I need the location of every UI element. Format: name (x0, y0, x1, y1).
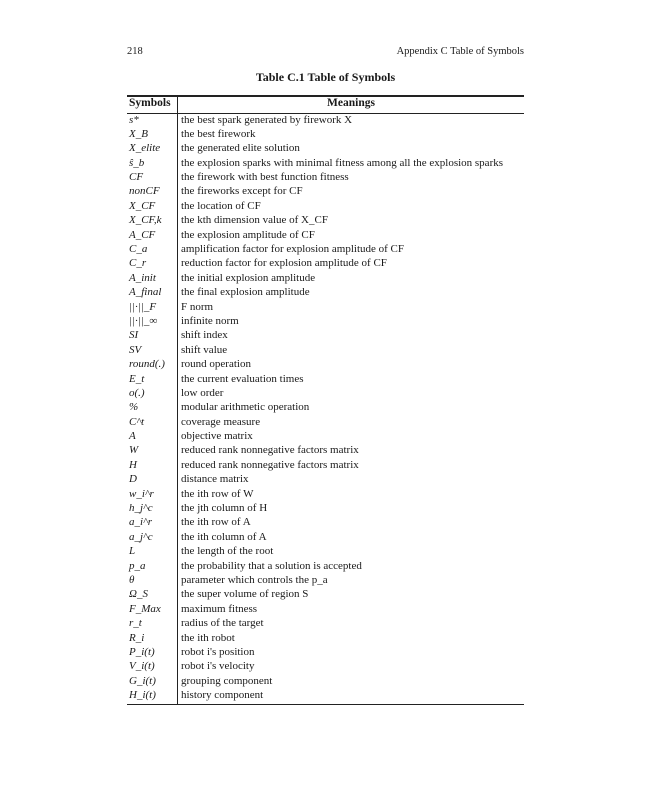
symbol-cell: round(.) (127, 358, 178, 372)
symbol-cell: C_r (127, 257, 178, 271)
symbol-cell: P_i(t) (127, 646, 178, 660)
table-row (127, 444, 524, 458)
symbol-cell: A (127, 430, 178, 444)
symbol-cell: % (127, 401, 178, 415)
symbol-cell: h_j^c (127, 502, 178, 516)
table-row (127, 617, 524, 631)
meaning-cell: modular arithmetic operation (181, 401, 310, 414)
symbol-cell: θ (127, 574, 178, 588)
table-row (127, 358, 524, 372)
meaning-cell: the kth dimension value of X_CF (181, 214, 328, 227)
column-header-meanings: Meanings (327, 97, 375, 109)
table-row (127, 142, 524, 156)
meaning-cell: the super volume of region S (181, 588, 309, 601)
symbol-cell: R_i (127, 632, 178, 646)
table-row (127, 315, 524, 329)
symbol-cell: V_i(t) (127, 660, 178, 674)
symbol-cell: ||·||_F (127, 301, 178, 315)
table-row (127, 214, 524, 228)
meaning-cell: history component (181, 689, 264, 702)
symbol-cell: SV (127, 344, 178, 358)
meaning-cell: the location of CF (181, 199, 261, 212)
meaning-cell: robot i's velocity (181, 660, 255, 673)
table-row (127, 200, 524, 214)
table-row (127, 286, 524, 300)
table-row (127, 329, 524, 343)
symbol-cell: E_t (127, 373, 178, 387)
meaning-cell: objective matrix (181, 430, 253, 443)
symbol-cell: X_CF,k (127, 214, 178, 228)
symbol-cell: X_elite (127, 142, 178, 156)
meaning-cell: the ith row of A (181, 516, 251, 529)
meaning-cell: the ith row of W (181, 487, 254, 500)
meaning-cell: shift value (181, 343, 228, 356)
table-row (127, 531, 524, 545)
meaning-cell: distance matrix (181, 473, 249, 486)
table-row (127, 574, 524, 588)
table-row (127, 157, 524, 171)
symbol-cell: X_CF (127, 200, 178, 214)
meaning-cell: reduction factor for explosion amplitude of CF (181, 257, 387, 270)
symbol-cell: A_init (127, 272, 178, 286)
table-header-row (127, 96, 524, 114)
symbols-table (127, 95, 524, 705)
page-number: 218 (127, 46, 143, 57)
table-body (127, 113, 524, 704)
table-row (127, 113, 524, 128)
table-title: Table C.1 Table of Symbols (255, 70, 396, 84)
symbol-cell: F_Max (127, 603, 178, 617)
meaning-cell: coverage measure (181, 415, 261, 428)
symbol-cell: C^t (127, 416, 178, 430)
table-row (127, 416, 524, 430)
table-row (127, 301, 524, 315)
symbol-cell: L (127, 545, 178, 559)
symbol-cell: C_a (127, 243, 178, 257)
symbol-cell: a_i^r (127, 516, 178, 530)
meaning-cell: the final explosion amplitude (181, 286, 310, 299)
symbol-cell: W (127, 444, 178, 458)
meaning-cell: amplification factor for explosion amplitude of CF (181, 243, 405, 256)
symbol-cell: o(.) (127, 387, 178, 401)
meaning-cell: parameter which controls the p_a (181, 574, 328, 586)
table-row (127, 401, 524, 415)
meaning-cell: the firework with best function fitness (181, 171, 349, 184)
table-row (127, 430, 524, 444)
table-row (127, 545, 524, 559)
meaning-cell: grouping component (181, 674, 273, 687)
meaning-cell: the length of the root (181, 545, 274, 558)
table-row (127, 473, 524, 487)
meaning-cell: the jth column of H (181, 502, 268, 515)
table-row (127, 488, 524, 502)
meaning-cell: the explosion amplitude of CF (181, 228, 315, 241)
table-row (127, 229, 524, 243)
symbol-cell: A_CF (127, 229, 178, 243)
meaning-cell: the ith column of A (181, 530, 267, 543)
meaning-cell: the probability that a solution is accepted (181, 559, 362, 572)
table-row (127, 632, 524, 646)
table-row (127, 171, 524, 185)
symbol-cell: p_a (127, 560, 178, 574)
symbol-cell: G_i(t) (127, 675, 178, 689)
meaning-cell: the ith robot (181, 631, 235, 644)
symbol-cell: Ω_S (127, 588, 178, 602)
symbol-cell: ||·||_∞ (127, 315, 178, 329)
meaning-cell: round operation (181, 358, 251, 371)
table-row (127, 344, 524, 358)
symbol-cell: a_j^c (127, 531, 178, 545)
symbol-cell: r_t (127, 617, 178, 631)
symbol-cell: w_i^r (127, 488, 178, 502)
meaning-cell: shift index (181, 329, 228, 342)
table-row (127, 675, 524, 689)
symbol-cell: D (127, 473, 178, 487)
symbol-cell: CF (127, 171, 178, 185)
table-row (127, 459, 524, 473)
symbol-cell: A_final (127, 286, 178, 300)
table-row (127, 128, 524, 142)
running-head: Appendix C Table of Symbols (396, 46, 524, 57)
column-header-symbols: Symbols (127, 96, 178, 114)
meaning-cell: reduced rank nonnegative factors matrix (181, 444, 359, 457)
table-row (127, 660, 524, 674)
table-row (127, 185, 524, 199)
meaning-cell: the best spark generated by firework X (181, 113, 353, 126)
meaning-cell: the current evaluation times (181, 372, 304, 385)
table-row (127, 588, 524, 602)
meaning-cell: infinite norm (181, 314, 239, 327)
table-row (127, 646, 524, 660)
table-row (127, 373, 524, 387)
symbol-cell: X_B (127, 128, 178, 142)
meaning-cell: the best firework (181, 127, 256, 140)
symbol-cell: nonCF (127, 185, 178, 199)
table-row (127, 257, 524, 271)
meaning-cell: robot i's position (181, 645, 255, 658)
table-row (127, 243, 524, 257)
symbols-table-container (127, 95, 524, 705)
meaning-cell: the explosion sparks with minimal fitness among all the explosion sparks (181, 156, 504, 169)
meaning-cell: the initial explosion amplitude (181, 271, 316, 284)
table-row (127, 272, 524, 286)
meaning-cell: F norm (181, 300, 214, 313)
table-row (127, 516, 524, 530)
symbol-cell: H (127, 459, 178, 473)
symbol-cell: SI (127, 329, 178, 343)
meaning-cell: maximum fitness (181, 602, 258, 615)
meaning-cell: radius of the target (181, 617, 264, 630)
table-row (127, 689, 524, 704)
meaning-cell: reduced rank nonnegative factors matrix (181, 458, 359, 471)
table-row (127, 502, 524, 516)
meaning-cell: low order (181, 386, 224, 399)
symbol-cell: s* (127, 113, 178, 128)
table-row (127, 387, 524, 401)
meaning-cell: the fireworks except for CF (181, 185, 303, 198)
symbol-cell: H_i(t) (127, 689, 178, 704)
meaning-cell: the generated elite solution (181, 142, 300, 155)
table-row (127, 560, 524, 574)
symbol-cell: ŝ_b (127, 157, 178, 171)
table-row (127, 603, 524, 617)
